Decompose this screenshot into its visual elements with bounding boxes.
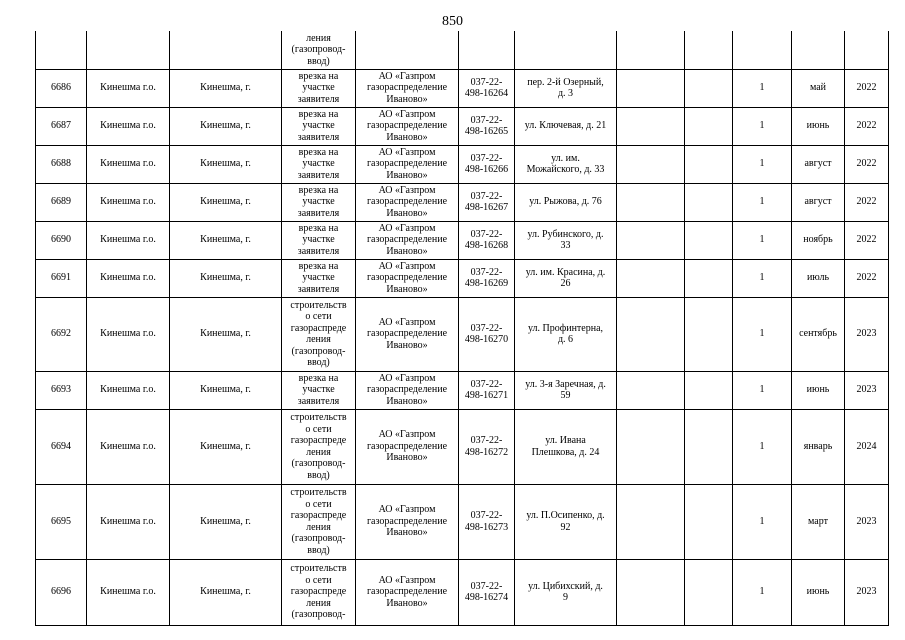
address-cell: ул. Профинтерна, д. 6: [515, 297, 617, 371]
table-row: [36, 559, 889, 625]
month-cell: январь: [792, 409, 845, 484]
organization-cell: АО «Газпром газораспределение Иваново»: [356, 69, 459, 107]
address-cell: ул. Ключевая, д. 21: [515, 107, 617, 145]
organization-cell: АО «Газпром газораспределение Иваново»: [356, 107, 459, 145]
row-number-cell: 6690: [36, 221, 87, 259]
address-cell: ул. Цибихский, д. 9: [515, 559, 617, 625]
year-cell: 2023: [845, 484, 889, 559]
year-cell: 2023: [845, 371, 889, 409]
row-number-cell: 6691: [36, 259, 87, 297]
locality-cell: Кинешма, г.: [170, 409, 282, 484]
year-cell: 2022: [845, 107, 889, 145]
row-number-cell: 6686: [36, 69, 87, 107]
empty-cell: [617, 484, 685, 559]
work-type-cell: строительств о сети газораспреде ления (газопровод-: [282, 559, 356, 625]
work-type-cell: врезка на участке заявителя: [282, 259, 356, 297]
empty-cell: [685, 371, 733, 409]
empty-cell: [685, 297, 733, 371]
table-row: [36, 409, 889, 484]
month-cell: сентябрь: [792, 297, 845, 371]
address-cell: ул. 3-я Заречная, д. 59: [515, 371, 617, 409]
empty-cell: [685, 69, 733, 107]
page-number: 850: [442, 14, 463, 29]
empty-cell: [617, 145, 685, 183]
locality-cell: Кинешма, г.: [170, 183, 282, 221]
empty-cell: [685, 107, 733, 145]
year-cell: 2023: [845, 297, 889, 371]
table-row: [36, 297, 889, 371]
row-number-cell: 6692: [36, 297, 87, 371]
organization-cell: АО «Газпром газораспределение Иваново»: [356, 484, 459, 559]
count-cell: 1: [733, 221, 792, 259]
work-type-cell: врезка на участке заявителя: [282, 107, 356, 145]
code-cell: 037-22- 498-16265: [459, 107, 515, 145]
locality-cell: Кинешма, г.: [170, 221, 282, 259]
month-cell: ноябрь: [792, 221, 845, 259]
code-cell: 037-22- 498-16267: [459, 183, 515, 221]
code-cell: 037-22- 498-16264: [459, 69, 515, 107]
empty-cell: [685, 409, 733, 484]
address-cell: ул. Рыжова, д. 76: [515, 183, 617, 221]
empty-cell: [685, 259, 733, 297]
row-number-cell: 6687: [36, 107, 87, 145]
organization-cell: АО «Газпром газораспределение Иваново»: [356, 221, 459, 259]
locality-cell: Кинешма, г.: [170, 559, 282, 625]
organization-cell: АО «Газпром газораспределение Иваново»: [356, 371, 459, 409]
district-cell: Кинешма г.о.: [87, 69, 170, 107]
empty-cell: [685, 145, 733, 183]
empty-cell: [685, 183, 733, 221]
district-cell: Кинешма г.о.: [87, 371, 170, 409]
district-cell: Кинешма г.о.: [87, 259, 170, 297]
district-cell: Кинешма г.о.: [87, 145, 170, 183]
month-cell: июнь: [792, 559, 845, 625]
district-cell: Кинешма г.о.: [87, 409, 170, 484]
month-cell: июль: [792, 259, 845, 297]
district-cell: Кинешма г.о.: [87, 297, 170, 371]
row-number-cell: 6688: [36, 145, 87, 183]
locality-cell: Кинешма, г.: [170, 297, 282, 371]
table-row: [36, 145, 889, 183]
work-type-cell: ления (газопровод- ввод): [282, 31, 356, 69]
register-table: [35, 31, 889, 626]
row-number-cell: 6689: [36, 183, 87, 221]
count-cell: 1: [733, 145, 792, 183]
table-row: [36, 221, 889, 259]
organization-cell: АО «Газпром газораспределение Иваново»: [356, 145, 459, 183]
work-type-cell: врезка на участке заявителя: [282, 183, 356, 221]
work-type-cell: строительств о сети газораспреде ления (газопровод- ввод): [282, 484, 356, 559]
month-cell: август: [792, 145, 845, 183]
year-cell: 2023: [845, 559, 889, 625]
organization-cell: АО «Газпром газораспределение Иваново»: [356, 559, 459, 625]
row-number-cell: 6696: [36, 559, 87, 625]
empty-cell: [685, 484, 733, 559]
empty-cell: [617, 297, 685, 371]
district-cell: Кинешма г.о.: [87, 221, 170, 259]
table-row: [36, 259, 889, 297]
table-row: [36, 107, 889, 145]
address-cell: ул. им. Красина, д. 26: [515, 259, 617, 297]
count-cell: 1: [733, 107, 792, 145]
month-cell: июнь: [792, 107, 845, 145]
district-cell: Кинешма г.о.: [87, 484, 170, 559]
district-cell: Кинешма г.о.: [87, 559, 170, 625]
year-cell: 2022: [845, 69, 889, 107]
count-cell: 1: [733, 371, 792, 409]
locality-cell: Кинешма, г.: [170, 69, 282, 107]
work-type-cell: строительств о сети газораспреде ления (газопровод- ввод): [282, 297, 356, 371]
count-cell: 1: [733, 183, 792, 221]
code-cell: 037-22- 498-16266: [459, 145, 515, 183]
row-number-cell: 6694: [36, 409, 87, 484]
month-cell: март: [792, 484, 845, 559]
year-cell: 2022: [845, 259, 889, 297]
work-type-cell: врезка на участке заявителя: [282, 371, 356, 409]
locality-cell: Кинешма, г.: [170, 371, 282, 409]
organization-cell: АО «Газпром газораспределение Иваново»: [356, 259, 459, 297]
month-cell: август: [792, 183, 845, 221]
district-cell: Кинешма г.о.: [87, 183, 170, 221]
empty-cell: [617, 409, 685, 484]
work-type-cell: врезка на участке заявителя: [282, 145, 356, 183]
count-cell: 1: [733, 484, 792, 559]
count-cell: 1: [733, 259, 792, 297]
locality-cell: Кинешма, г.: [170, 259, 282, 297]
work-type-cell: строительств о сети газораспреде ления (газопровод- ввод): [282, 409, 356, 484]
code-cell: 037-22- 498-16268: [459, 221, 515, 259]
month-cell: июнь: [792, 371, 845, 409]
code-cell: 037-22- 498-16269: [459, 259, 515, 297]
row-number-cell: 6695: [36, 484, 87, 559]
empty-cell: [685, 559, 733, 625]
count-cell: 1: [733, 69, 792, 107]
year-cell: 2024: [845, 409, 889, 484]
organization-cell: АО «Газпром газораспределение Иваново»: [356, 409, 459, 484]
address-cell: ул. Ивана Плешкова, д. 24: [515, 409, 617, 484]
code-cell: 037-22- 498-16272: [459, 409, 515, 484]
empty-cell: [617, 69, 685, 107]
table-row: [36, 69, 889, 107]
table-row: [36, 183, 889, 221]
address-cell: ул. им. Можайского, д. 33: [515, 145, 617, 183]
organization-cell: АО «Газпром газораспределение Иваново»: [356, 297, 459, 371]
empty-cell: [617, 371, 685, 409]
locality-cell: Кинешма, г.: [170, 107, 282, 145]
locality-cell: Кинешма, г.: [170, 484, 282, 559]
empty-cell: [617, 221, 685, 259]
year-cell: 2022: [845, 221, 889, 259]
empty-cell: [617, 559, 685, 625]
code-cell: 037-22- 498-16273: [459, 484, 515, 559]
row-number-cell: 6693: [36, 371, 87, 409]
empty-cell: [617, 259, 685, 297]
locality-cell: Кинешма, г.: [170, 145, 282, 183]
empty-cell: [685, 221, 733, 259]
work-type-cell: врезка на участке заявителя: [282, 69, 356, 107]
count-cell: 1: [733, 409, 792, 484]
table-row: [36, 484, 889, 559]
district-cell: Кинешма г.о.: [87, 107, 170, 145]
code-cell: 037-22- 498-16270: [459, 297, 515, 371]
code-cell: 037-22- 498-16274: [459, 559, 515, 625]
work-type-cell: врезка на участке заявителя: [282, 221, 356, 259]
count-cell: 1: [733, 297, 792, 371]
count-cell: 1: [733, 559, 792, 625]
table-row: [36, 371, 889, 409]
organization-cell: АО «Газпром газораспределение Иваново»: [356, 183, 459, 221]
year-cell: 2022: [845, 145, 889, 183]
table-row-continuation: [36, 31, 889, 69]
year-cell: 2022: [845, 183, 889, 221]
address-cell: ул. П.Осипенко, д. 92: [515, 484, 617, 559]
address-cell: ул. Рубинского, д. 33: [515, 221, 617, 259]
code-cell: 037-22- 498-16271: [459, 371, 515, 409]
month-cell: май: [792, 69, 845, 107]
empty-cell: [617, 183, 685, 221]
empty-cell: [617, 107, 685, 145]
address-cell: пер. 2-й Озерный, д. 3: [515, 69, 617, 107]
